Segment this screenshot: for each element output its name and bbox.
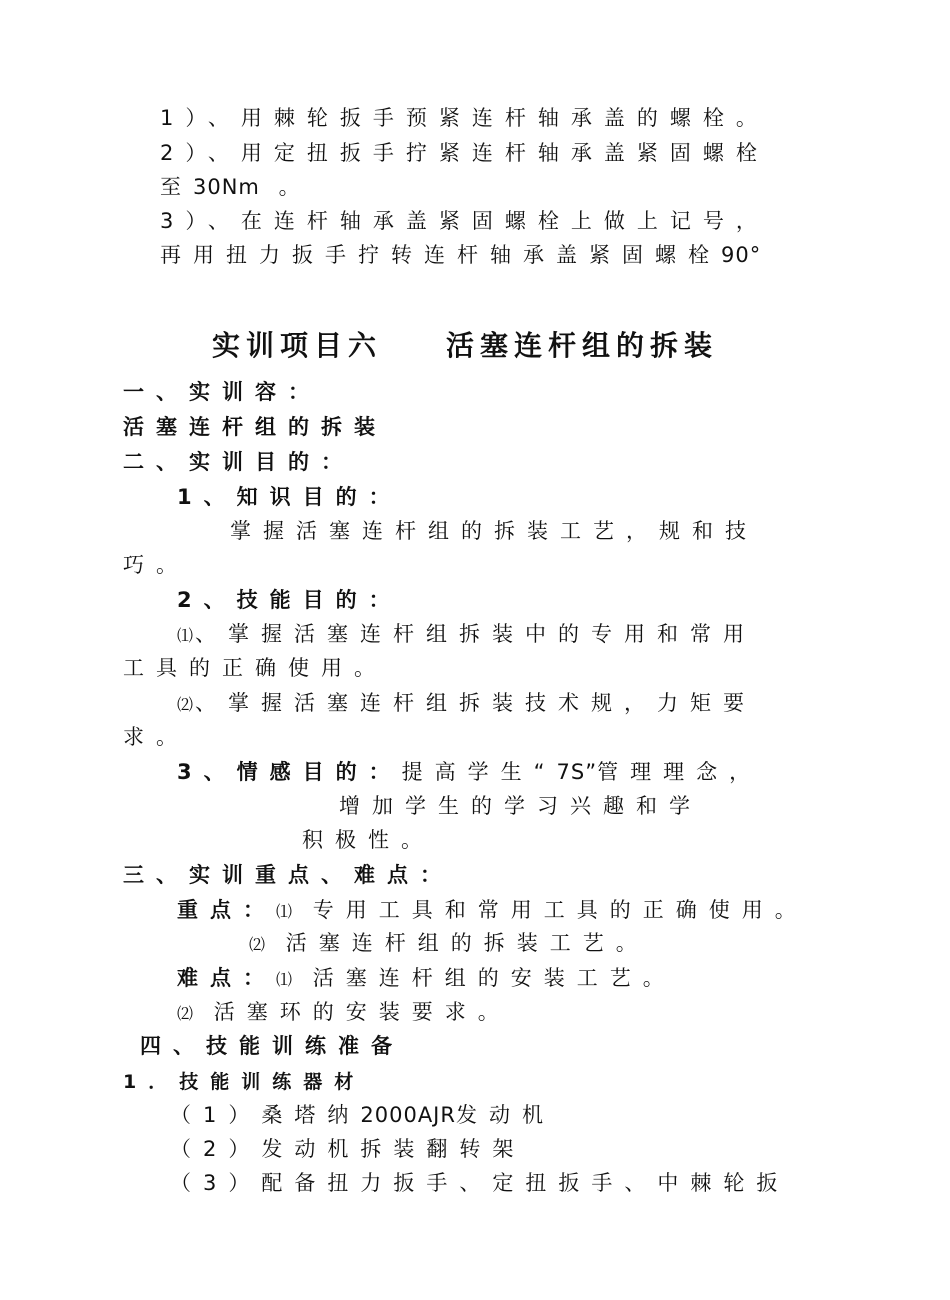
page-title <box>0 324 950 364</box>
step-2-cont-suffix: 。 <box>278 175 312 199</box>
emotion-text-c: 管理理念， <box>597 760 763 784</box>
engine-model: 2000AJR <box>360 1103 456 1127</box>
torque-value: 30Nm <box>193 175 260 199</box>
skill-item-1-cont: 工具的正确使用。 <box>123 656 387 680</box>
emotion-text-cont: 增加学生的学习兴趣和学 <box>339 794 702 818</box>
section-4-heading: 四、技能训练准备 <box>140 1034 404 1058</box>
step-3-cont-text: 再用扭力扳手拧转连杆轴承盖紧固螺栓 <box>160 243 721 267</box>
step-1: 1）、用棘轮扳手预紧连杆轴承盖的螺栓。 <box>160 106 769 130</box>
skill-item-2-cont: 求。 <box>123 725 189 749</box>
key-point-1-num: ⑴ <box>276 902 295 921</box>
equipment-item-2-text: 发动机拆装翻转架 <box>261 1137 526 1161</box>
equipment-item-1-post: 发动机 <box>455 1103 555 1127</box>
title-right: 活塞连杆组的拆装 <box>446 329 719 362</box>
skill-item-1-num: ⑴ <box>177 626 196 645</box>
section-1-heading: 一、实训容： <box>123 380 321 404</box>
skill-item-2 <box>177 688 756 720</box>
section-1-content: 活塞连杆组的拆装 <box>123 415 387 439</box>
emotion-heading: 3、情感目的： <box>177 760 402 784</box>
skill-item-2-text: 、掌握活塞连杆组拆装技术规，力矩要 <box>195 691 757 715</box>
equipment-item-1 <box>170 1100 555 1130</box>
step-2: 2）、用定扭扳手拧紧连杆轴承盖紧固螺栓 <box>160 141 769 165</box>
difficulty-2-num: ⑵ <box>177 1004 196 1023</box>
difficulty-1-num: ⑴ <box>276 970 295 989</box>
skill-item-1 <box>177 619 756 651</box>
emotion-line <box>177 757 762 787</box>
equipment-item-3 <box>170 1168 789 1198</box>
equipment-item-2 <box>170 1134 525 1164</box>
skill-item-1-text: 、掌握活塞连杆组拆装中的专用和常用 <box>195 622 757 646</box>
angle-value: 90° <box>721 243 762 267</box>
step-2-cont-prefix: 至 <box>160 175 193 199</box>
skill-item-2-num: ⑵ <box>177 695 196 714</box>
emotion-text-7s: 7S” <box>556 760 598 784</box>
equipment-item-3-text: 配备扭力扳手、定扭扳手、中棘轮扳 <box>261 1171 790 1195</box>
key-point-2-text: 活塞连杆组的拆装工艺。 <box>285 931 649 955</box>
key-point-label: 重点： <box>177 898 276 922</box>
difficulty-1 <box>177 963 676 995</box>
section-2-heading: 二、实训目的： <box>123 450 354 474</box>
knowledge-text-cont: 巧。 <box>123 553 189 577</box>
equipment-item-3-num: （3） <box>170 1171 262 1195</box>
step-2-cont <box>160 172 312 202</box>
step-3-cont <box>160 240 761 270</box>
difficulty-2-text: 活塞环的安装要求。 <box>213 1000 511 1024</box>
section-3-heading: 三、实训重点、难点： <box>123 863 453 887</box>
key-point-1 <box>177 895 808 927</box>
skill-heading: 2、技能目的： <box>177 588 402 612</box>
knowledge-heading: 1、知识目的： <box>177 485 402 509</box>
emotion-text-a: 提高学生“ <box>401 760 557 784</box>
title-left: 实训项目六 <box>212 329 383 362</box>
key-point-2-num: ⑵ <box>249 935 268 954</box>
difficulty-label: 难点： <box>177 966 276 990</box>
emotion-text-end: 积极性。 <box>302 828 434 852</box>
equipment-item-2-num: （2） <box>170 1137 262 1161</box>
equipment-heading: 1．技能训练器材 <box>123 1071 366 1093</box>
difficulty-1-text: 活塞连杆组的安装工艺。 <box>312 966 676 990</box>
equipment-item-1-pre: 桑塔纳 <box>261 1103 361 1127</box>
key-point-2 <box>249 928 649 960</box>
key-point-1-text: 专用工具和常用工具的正确使用。 <box>312 898 808 922</box>
difficulty-2 <box>177 997 511 1029</box>
equipment-item-1-num: （1） <box>170 1103 262 1127</box>
step-3: 3）、在连杆轴承盖紧固螺栓上做上记号， <box>160 209 769 233</box>
knowledge-text: 掌握活塞连杆组的拆装工艺，规和技 <box>230 519 758 543</box>
